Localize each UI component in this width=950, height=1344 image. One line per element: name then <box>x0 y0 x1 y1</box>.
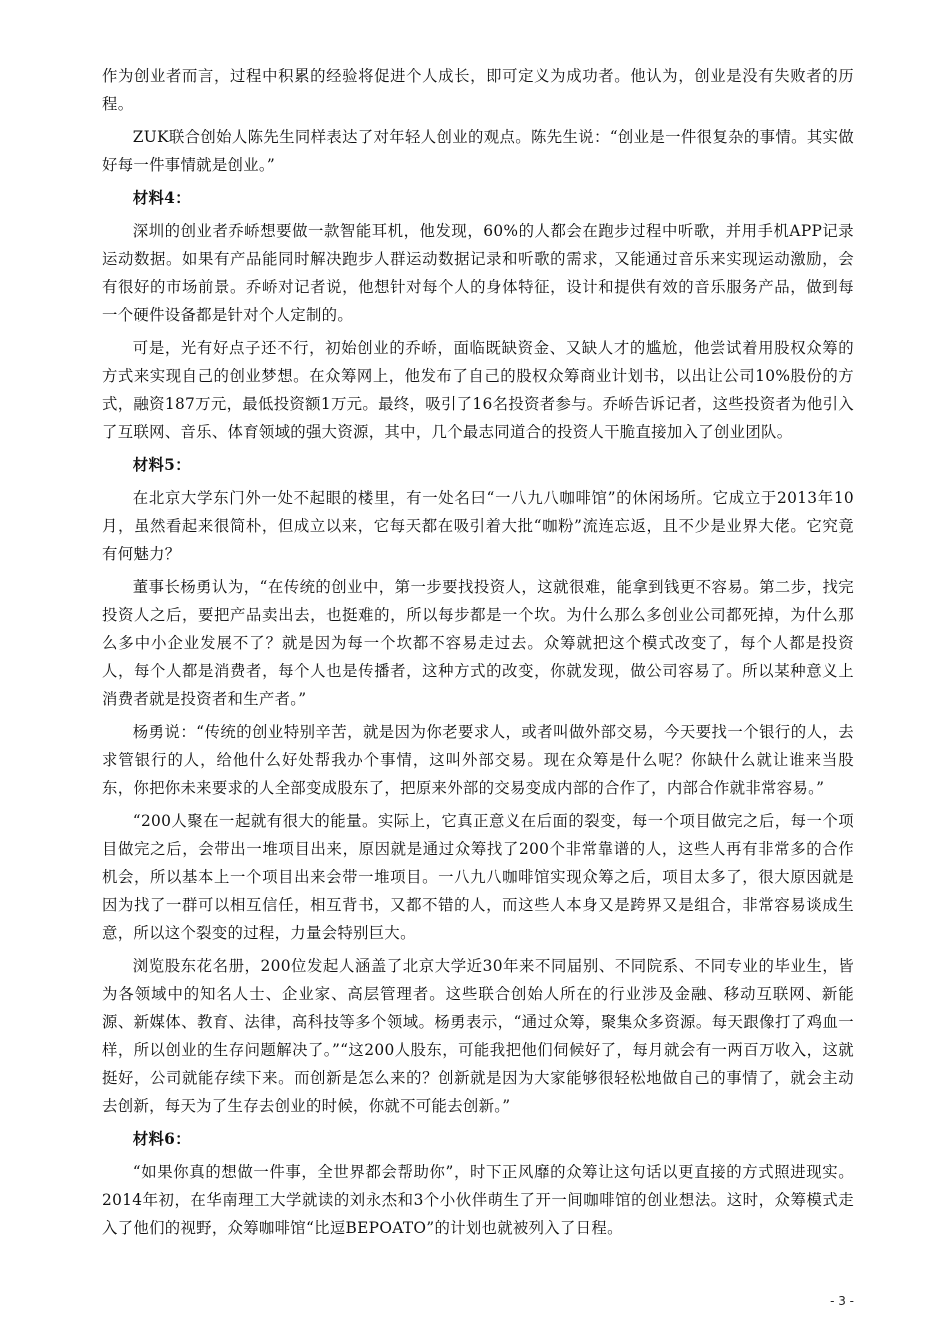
heading-material-4: 材料4： <box>132 189 191 207</box>
paragraph-bepoato: “如果你真的想做一件事，全世界都会帮助你”，时下正风靡的众筹让这句话以更直接的方式照进现实。2014年初，在华南理工大学就读的刘永杰和3个小伙伴萌生了开一间咖啡馆的创业想法。这时，众筹模式走入了他们的视野，众筹咖啡馆“比逗BEPOATO”的计划也就被列入了日程。 <box>102 1163 854 1237</box>
paragraph-qiao-crowdfunding: 可是，光有好点子还不行，初始创业的乔峤，面临既缺资金、又缺人才的尴尬，他尝试着用股权众筹的方式来实现自己的创业梦想。在众筹网上，他发布了自己的股权众筹商业计划书，以出让公司10%股份的方式，融资187万元，最低投资额1万元。最终，吸引了16名投资者参与。乔峤告诉记者，这些投资者为他引入了互联网、音乐、体育领域的强大资源，其中，几个最志同道合的投资人干脆直接加入了创业团队。 <box>102 339 854 441</box>
paragraph-1898-cafe: 在北京大学东门外一处不起眼的楼里，有一处名曰“一八九八咖啡馆”的休闲场所。它成立于2013年10月，虽然看起来很简朴，但成立以来，它每天都在吸引着大批“咖粉”流连忘返，且不少是业界大佬。它究竟有何魅力？ <box>102 489 854 563</box>
paragraph-yang-quote: 杨勇说：“传统的创业特别辛苦，就是因为你老要求人，或者叫做外部交易，今天要找一个银行的人，去求管银行的人，给他什么好处帮我办个事情，这叫外部交易。现在众筹是什么呢？你缺什么就让谁来当股东，你把你未来要求的人全部变成股东了，把原来外部的交易变成内部的合作了，内部合作就非常容易。” <box>102 723 854 797</box>
paragraph-shareholders: 浏览股东花名册，200位发起人涵盖了北京大学近30年来不同届别、不同院系、不同专业的毕业生，皆为各领域中的知名人士、企业家、高层管理者。这些联合创始人所在的行业涉及金融、移动互联网、新能源、新媒体、教育、法律，高科技等多个领域。杨勇表示，“通过众筹，聚集众多资源。每天跟像打了鸡血一样，所以创业的生存问题解决了。”“这200人股东，可能我把他们伺候好了，每月就会有一两百万收入，这就挺好，公司就能存续下来。而创新是怎么来的？创新就是因为大家能够很轻松地做自己的事情了，就会主动去创新，每天为了生存去创业的时候，你就不可能去创新。” <box>102 957 854 1115</box>
page-number: - 3 - <box>830 1294 854 1308</box>
paragraph-zuk: ZUK联合创始人陈先生同样表达了对年轻人创业的观点。陈先生说：“创业是一件很复杂的事情。其实做好每一件事情就是创业。” <box>102 128 854 174</box>
paragraph-yang-view: 董事长杨勇认为，“在传统的创业中，第一步要找投资人，这就很难，能拿到钱更不容易。第二步，找完投资人之后，要把产品卖出去，也挺难的，所以每步都是一个坎。为什么那么多创业公司都死掉，为什么那么多中小企业发展不了？就是因为每一个坎都不容易走过去。众筹就把这个模式改变了，每个人都是投资人，每个人都是消费者，每个人也是传播者，这种方式的改变，你就发现，做公司容易了。所以某种意义上消费者就是投资者和生产者。” <box>102 578 854 708</box>
heading-material-6: 材料6： <box>132 1130 191 1148</box>
paragraph-continuation: 作为创业者而言，过程中积累的经验将促进个人成长，即可定义为成功者。他认为，创业是没有失败者的历程。 <box>102 67 854 113</box>
paragraph-200-people: “200人聚在一起就有很大的能量。实际上，它真正意义在后面的裂变，每一个项目做完之后，每一个项目做完之后，会带出一堆项目出来，原因就是通过众筹找了200个非常靠谱的人，这些人再有非常多的合作机会，所以基本上一个项目出来会带一堆项目。一八九八咖啡馆实现众筹之后，项目太多了，很大原因就是因为找了一群可以相互信任，相互背书，又都不错的人，而这些人本身又是跨界又是组合，非常容易谈成生意，所以这个裂变的过程，力量会特别巨大。 <box>102 812 854 942</box>
document-body <box>102 62 854 1247</box>
heading-material-5: 材料5： <box>132 456 191 474</box>
paragraph-qiao-earphone: 深圳的创业者乔峤想要做一款智能耳机，他发现，60%的人都会在跑步过程中听歌，并用手机APP记录运动数据。如果有产品能同时解决跑步人群运动数据记录和听歌的需求，又能通过音乐来实现运动激励，会有很好的市场前景。乔峤对记者说，他想针对每个人的身体特征，设计和提供有效的音乐服务产品，做到每一个硬件设备都是针对个人定制的。 <box>102 222 854 324</box>
